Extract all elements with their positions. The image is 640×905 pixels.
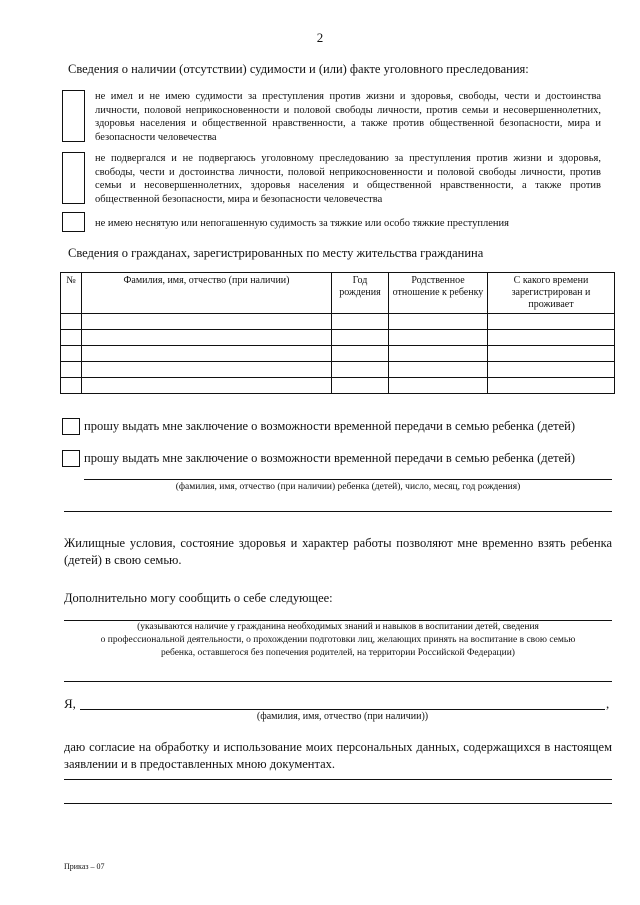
table-cell[interactable] xyxy=(332,330,389,346)
table-cell[interactable] xyxy=(61,346,82,362)
living-conditions-text: Жилищные условия, состояние здоровья и характер работы позволяют мне временно взять ребенка (детей) в свою семью. xyxy=(64,536,612,567)
registered-persons-title: Сведения о гражданах, зарегистрированных по месту жительства гражданина xyxy=(68,246,484,260)
child-info-input-line[interactable] xyxy=(84,479,612,480)
criminal-record-option-1: не имел и не имею судимости за преступления против жизни и здоровья, свободы, чести и достоинства личности, половой неприкосновенности и половой свободы личности, против семьи и несовершеннолетних, здоровья населения и общественной нравственности, а также против общественной безопасности, мира и безопасности человечества xyxy=(95,91,601,143)
table-cell[interactable] xyxy=(82,362,332,378)
table-cell[interactable] xyxy=(488,378,615,394)
criminal-record-title: Сведения о наличии (отсутствии) судимости и (или) факте уголовного преследования: xyxy=(68,62,529,76)
table-row xyxy=(61,362,615,378)
table-cell[interactable] xyxy=(389,378,488,394)
consent-extra-line-2[interactable] xyxy=(64,803,612,804)
table-cell[interactable] xyxy=(82,314,332,330)
table-row xyxy=(61,330,615,346)
column-header-registered-since: С какого времени зарегистрирован и проживает xyxy=(488,273,615,314)
consent-extra-line-1[interactable] xyxy=(64,779,612,780)
table-cell[interactable] xyxy=(82,330,332,346)
criminal-record-checkbox-2[interactable] xyxy=(62,152,85,204)
additional-info-caption-1: (указываются наличие у гражданина необходимых знаний и навыков в воспитании детей, сведения xyxy=(137,622,539,632)
table-cell[interactable] xyxy=(488,346,615,362)
criminal-record-option-2: не подвергался и не подвергаюсь уголовному преследованию за преступления против жизни и здоровья, свободы, чести и достоинства личности, половой неприкосновенности и половой свободы личности, против семьи и несовершеннолетних, здоровья населения и общественной нравственности, а также против общественной безопасности, мира и безопасности человечества xyxy=(95,153,601,205)
table-cell[interactable] xyxy=(61,314,82,330)
table-cell[interactable] xyxy=(61,330,82,346)
table-cell[interactable] xyxy=(389,346,488,362)
table-cell[interactable] xyxy=(389,314,488,330)
table-cell[interactable] xyxy=(389,362,488,378)
table-header-row xyxy=(61,273,615,314)
column-header-number: № xyxy=(61,273,82,314)
request-checkbox-1[interactable] xyxy=(62,418,80,435)
table-cell[interactable] xyxy=(82,378,332,394)
registered-persons-table xyxy=(60,272,615,394)
additional-info-caption-3: ребенка, оставшегося без попечения родителей, на территории Российской Федерации) xyxy=(161,648,515,658)
additional-info-extra-line[interactable] xyxy=(64,681,612,682)
criminal-record-checkbox-1[interactable] xyxy=(62,90,85,142)
column-header-birth-year: Год рождения xyxy=(332,273,389,314)
table-row xyxy=(61,378,615,394)
additional-info-caption-2: о профессиональной деятельности, о прохождении подготовки лиц, желающих принять на воспитание в свою семью xyxy=(100,635,576,645)
table-cell[interactable] xyxy=(332,378,389,394)
consent-suffix: , xyxy=(606,696,610,711)
table-cell[interactable] xyxy=(488,362,615,378)
criminal-record-option-3: не имею неснятую или непогашенную судимость за тяжкие или особо тяжкие преступления xyxy=(95,218,509,229)
child-info-caption: (фамилия, имя, отчество (при наличии) ребенка (детей), число, месяц, год рождения) xyxy=(175,482,521,492)
table-cell[interactable] xyxy=(82,346,332,362)
criminal-record-checkbox-3[interactable] xyxy=(62,212,85,232)
table-cell[interactable] xyxy=(61,378,82,394)
applicant-name-caption: (фамилия, имя, отчество (при наличии)) xyxy=(256,711,429,722)
consent-text: даю согласие на обработку и использование моих персональных данных, содержащихся в настоящем заявлении и в предоставленных мною документах. xyxy=(64,740,612,771)
column-header-full-name: Фамилия, имя, отчество (при наличии) xyxy=(82,273,332,314)
table-cell[interactable] xyxy=(488,314,615,330)
table-row xyxy=(61,314,615,330)
table-cell[interactable] xyxy=(389,330,488,346)
applicant-name-input-line[interactable] xyxy=(80,709,605,710)
table-cell[interactable] xyxy=(61,362,82,378)
table-cell[interactable] xyxy=(332,314,389,330)
table-cell[interactable] xyxy=(488,330,615,346)
table-cell[interactable] xyxy=(332,362,389,378)
column-header-relation: Родственное отношение к ребенку xyxy=(389,273,488,314)
request-option-1: прошу выдать мне заключение о возможности временной передачи в семью ребенка (детей) xyxy=(84,419,575,433)
request-checkbox-2[interactable] xyxy=(62,450,80,467)
table-cell[interactable] xyxy=(332,346,389,362)
additional-info-title: Дополнительно могу сообщить о себе следующее: xyxy=(64,591,333,605)
page-number: 2 xyxy=(316,30,324,45)
footer-order-number: Приказ – 07 xyxy=(64,862,105,871)
consent-prefix: Я, xyxy=(64,696,76,711)
request-option-2: прошу выдать мне заключение о возможности временной передачи в семью ребенка (детей) xyxy=(84,451,575,465)
table-row xyxy=(61,346,615,362)
child-info-extra-line[interactable] xyxy=(64,511,612,512)
